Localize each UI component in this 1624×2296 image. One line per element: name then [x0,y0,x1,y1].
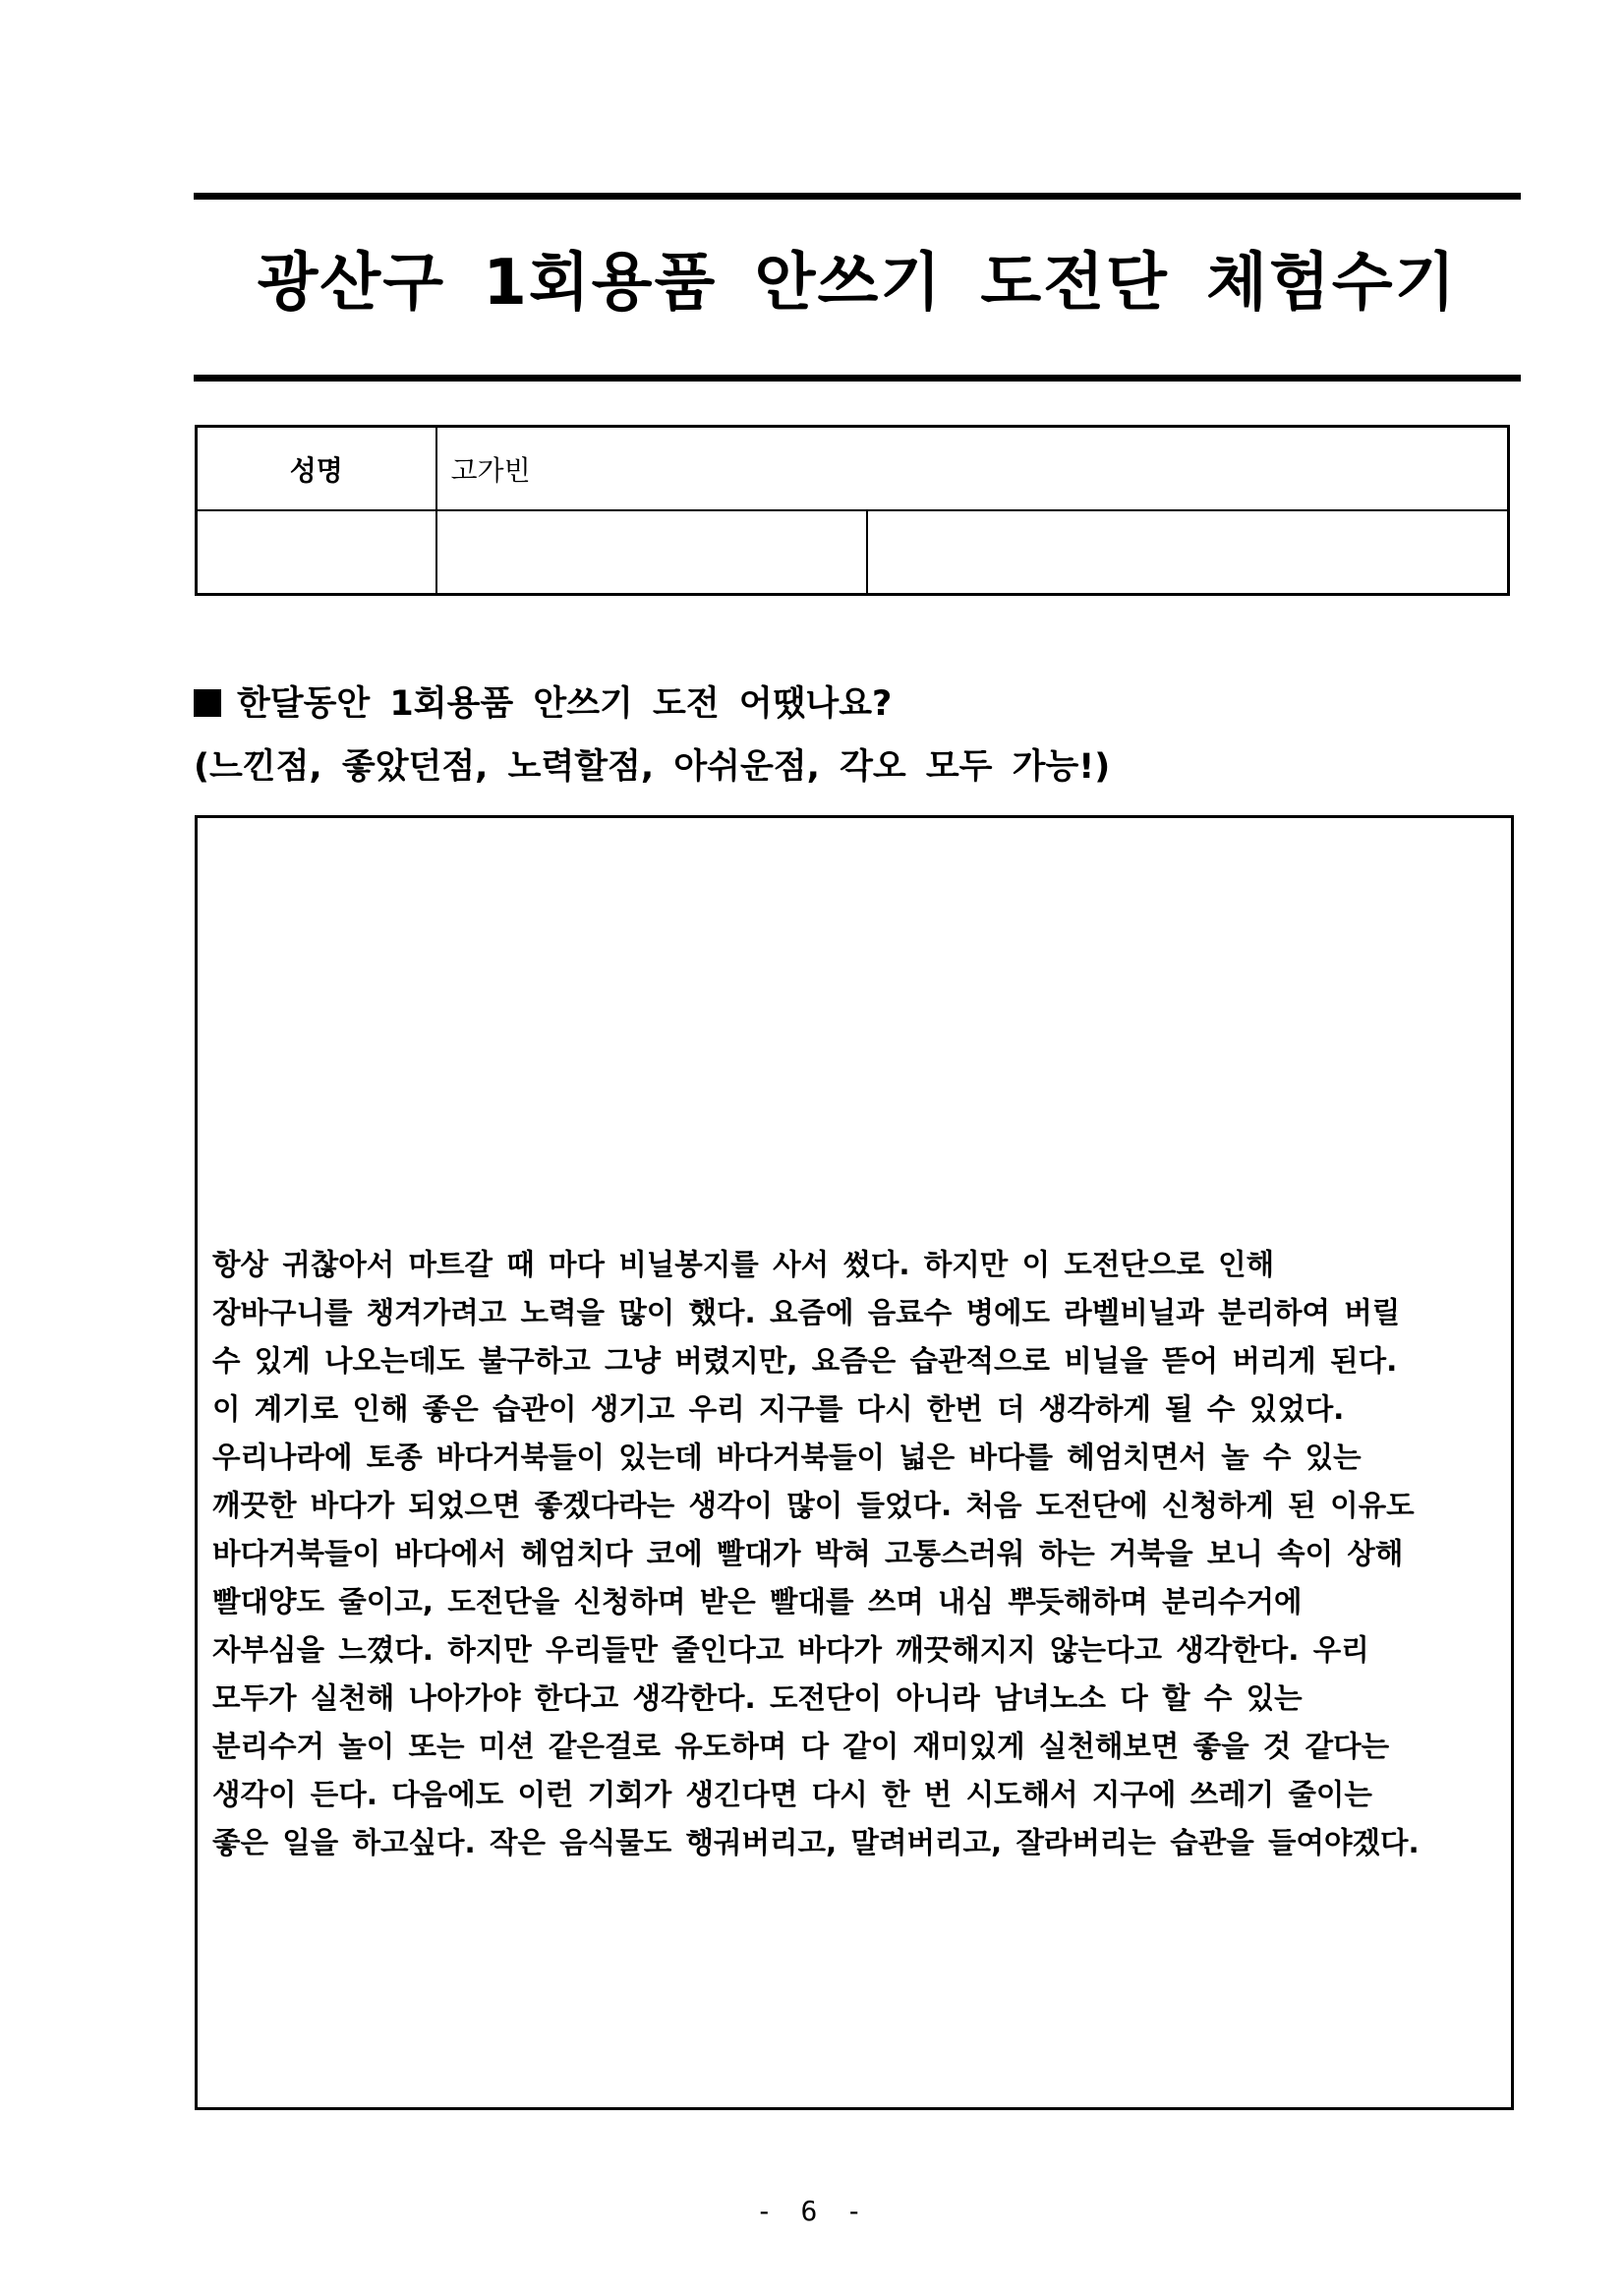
answer-line: 바다거북들이 바다에서 헤엄치다 코에 빨대가 박혀 고통스러워 하는 거북을 보니 속이 상해 [212,1537,1404,1570]
question-line1-text: 한달동안 1회용품 안쓰기 도전 어땠나요? [237,684,893,724]
answer-line: 이 계기로 인해 좋은 습관이 생기고 우리 지구를 다시 한번 더 생각하게 될 수 있었다. [212,1392,1345,1426]
page-number: - 6 - [755,2195,869,2227]
answer-line: 장바구니를 챙겨가려고 노력을 많이 했다. 요즘에 음료수 병에도 라벨비닐과 분리하여 버릴 [212,1296,1401,1329]
empty-label-cell [197,510,436,595]
empty-value-cell-1[interactable] [436,510,867,595]
info-table [195,425,1510,596]
empty-value-cell-2[interactable] [867,510,1509,595]
answer-line: 깨끗한 바다가 되었으면 좋겠다라는 생각이 많이 들었다. 처음 도전단에 신청하게 된 이유도 [212,1489,1415,1522]
info-row-empty [197,510,1509,595]
title-bottom-rule [194,375,1521,382]
question-subheading: (느낀점, 좋았던점, 노력할점, 아쉬운점, 각오 모두 가능!) [194,747,1111,787]
answer-line: 좋은 일을 하고싶다. 작은 음식물도 행궈버리고, 말려버리고, 잘라버리는 습관을 들여야겠다. [212,1826,1420,1859]
answer-line: 수 있게 나오는데도 불구하고 그냥 버렸지만, 요즘은 습관적으로 비닐을 뜯어 버리게 된다. [212,1344,1398,1378]
answer-line: 모두가 실천해 나아가야 한다고 생각한다. 도전단이 아니라 남녀노소 다 할 수 있는 [212,1681,1303,1715]
answer-line: 빨대양도 줄이고, 도전단을 신청하며 받은 빨대를 쓰며 내심 뿌듯해하며 분리수거에 [212,1585,1303,1619]
answer-line: 생각이 든다. 다음에도 이런 기회가 생긴다면 다시 한 번 시도해서 지구에 쓰레기 줄이는 [212,1778,1372,1811]
answer-text [212,1241,1510,1867]
answer-line: 항상 귀찮아서 마트갈 때 마다 비닐봉지를 사서 썼다. 하지만 이 도전단으로 인해 [212,1248,1275,1281]
info-row-name [197,427,1509,511]
name-label: 성명 [197,427,436,511]
document-title: 광산구 1회용품 안쓰기 도전단 체험수기 [257,247,1458,320]
answer-line: 분리수거 놀이 또는 미션 같은걸로 유도하며 다 같이 재미있게 실천해보면 좋을 것 같다는 [212,1730,1390,1763]
question-heading [194,678,1531,730]
answer-line: 자부심을 느꼈다. 하지만 우리들만 줄인다고 바다가 깨끗해지지 않는다고 생각한다. 우리 [212,1633,1369,1667]
square-bullet-icon [194,689,221,717]
answer-line: 우리나라에 토종 바다거북들이 있는데 바다거북들이 넓은 바다를 헤엄치면서 놀 수 있는 [212,1441,1362,1474]
name-value[interactable]: 고가빈 [436,427,1509,511]
title-top-rule [194,193,1521,200]
